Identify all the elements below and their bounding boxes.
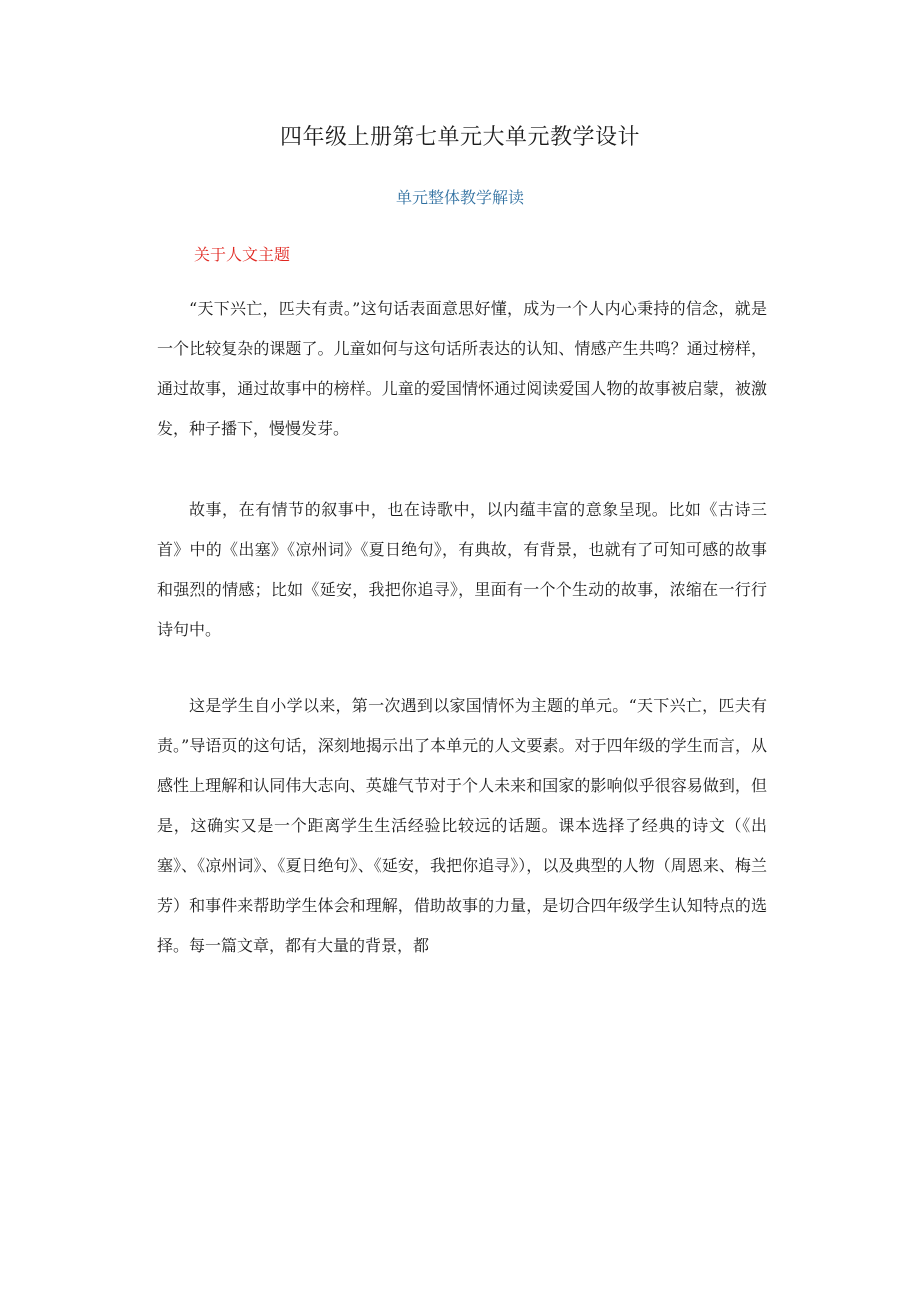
- paragraph-3-block: [157, 686, 767, 966]
- paragraph: “天下兴亡，匹夫有责。”这句话表面意思好懂，成为一个人内心秉持的信念，就是一个比较复杂的课题了。儿童如何与这句话所表达的认知、情感产生共鸣？通过榜样，通过故事，通过故事中的榜样。儿童的爱国情怀通过阅读爱国人物的故事被启蒙，被激发，种子播下，慢慢发芽。: [157, 299, 767, 438]
- paragraph: 故事，在有情节的叙事中，也在诗歌中，以内蕴丰富的意象呈现。比如《古诗三首》中的《出塞》《凉州词》《夏日绝句》，有典故，有背景，也就有了可知可感的故事和强烈的情感；比如《延安，我把你追寻》，里面有一个个生动的故事，浓缩在一行行诗句中。: [157, 500, 767, 639]
- document-subtitle: 单元整体教学解读: [395, 188, 524, 207]
- section-heading: 关于人文主题: [194, 245, 291, 264]
- document-title: 四年级上册第七单元大单元教学设计: [279, 125, 640, 150]
- paragraph-1-block: [157, 289, 767, 449]
- paragraph: 这是学生自小学以来，第一次遇到以家国情怀为主题的单元。“天下兴亡，匹夫有责。”导语页的这句话，深刻地揭示出了本单元的人文要素。对于四年级的学生而言，从感性上理解和认同伟大志向、英雄气节对于个人未来和国家的影响似乎很容易做到，但是，这确实又是一个距离学生生活经验比较远的话题。课本选择了经典的诗文（《出塞》、《凉州词》、《夏日绝句》、《延安，我把你追寻》），以及典型的人物（周恩来、梅兰芳）和事件来帮助学生体会和理解，借助故事的力量，是切合四年级学生认知特点的选择。每一篇文章，都有大量的背景，都: [157, 696, 767, 955]
- paragraph-2-block: [157, 490, 767, 650]
